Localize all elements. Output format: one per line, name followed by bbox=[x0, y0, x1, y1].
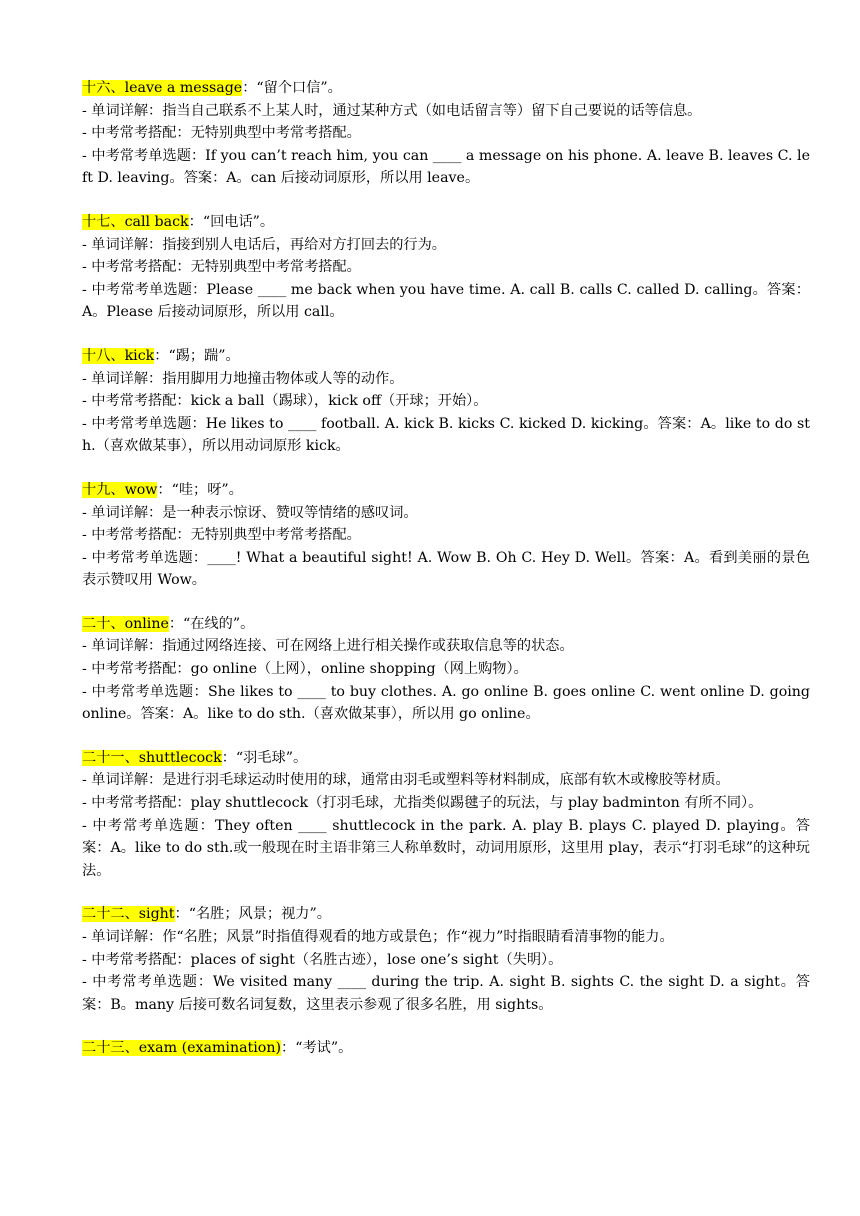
collocation-line: - 中考常考搭配：无特别典型中考常考搭配。 bbox=[82, 259, 361, 276]
entry-shuttlecock bbox=[82, 747, 810, 883]
question-line: - 中考常考单选题：Please ____ me back when you have time. A. call B. calls C. called D. calling。答案：A。Please 后接动词原形，所以用 call。 bbox=[82, 281, 810, 321]
entry-wow bbox=[82, 479, 810, 592]
detail-line: - 单词详解：指当自己联系不上某人时，通过某种方式（如电话留言等）留下自己要说的话等信息。 bbox=[82, 102, 702, 119]
entry-heading: 十九、wow bbox=[82, 481, 158, 498]
question-line: - 中考常考单选题：We visited many ____ during the trip. A. sight B. sights C. the sight D. a sight。答案：B。many 后接可数名词复数，这里表示参观了很多名胜，用 sights。 bbox=[82, 974, 810, 1013]
document-body bbox=[82, 77, 810, 1081]
entry-heading: 二十三、exam (examination) bbox=[82, 1040, 281, 1057]
detail-line: - 单词详解：指用脚用力地撞击物体或人等的动作。 bbox=[82, 370, 404, 387]
detail-line: - 单词详解：指接到别人电话后，再给对方打回去的行为。 bbox=[82, 236, 446, 253]
entry-kick bbox=[82, 345, 810, 458]
collocation-line: - 中考常考搭配：kick a ball（踢球），kick off（开球；开始）。 bbox=[82, 393, 488, 410]
entry-heading: 二十、online bbox=[82, 615, 169, 632]
entry-heading: 二十一、shuttlecock bbox=[82, 749, 222, 766]
entry-heading: 十八、kick bbox=[82, 347, 155, 364]
collocation-line: - 中考常考搭配：play shuttlecock（打羽毛球，尤指类似踢毽子的玩法，与 play badminton 有所不同）。 bbox=[82, 795, 763, 812]
entry-meaning: ：“羽毛球”。 bbox=[221, 749, 308, 766]
collocation-line: - 中考常考搭配：无特别典型中考常考搭配。 bbox=[82, 527, 361, 544]
entry-meaning: ：“在线的”。 bbox=[168, 615, 255, 632]
detail-line: - 单词详解：是进行羽毛球运动时使用的球，通常由羽毛或塑料等材料制成，底部有软木或橡胶等材质。 bbox=[82, 772, 730, 789]
collocation-line: - 中考常考搭配：无特别典型中考常考搭配。 bbox=[82, 125, 361, 142]
detail-line: - 单词详解：作“名胜；风景”时指值得观看的地方或景色；作“视力”时指眼睛看清事物的能力。 bbox=[82, 929, 674, 945]
entry-meaning: ：“哇；呀”。 bbox=[157, 481, 243, 498]
entry-meaning: ：“留个口信”。 bbox=[242, 80, 342, 96]
question-line: - 中考常考单选题：If you can’t reach him, you can ____ a message on his phone. A. leave B. leaves C. left D. leaving。答案：A。can 后接动词原形，所以用 leave。 bbox=[82, 147, 810, 187]
entry-leave-a-message bbox=[82, 77, 810, 190]
entry-exam bbox=[82, 1037, 810, 1060]
question-line: - 中考常考单选题：She likes to ____ to buy clothes. A. go online B. goes online C. went online D. going online。答案：A。like to do sth.（喜欢做某事），所以用 go online。 bbox=[82, 683, 810, 723]
entry-heading: 十七、call back bbox=[82, 213, 189, 230]
entry-sight bbox=[82, 903, 810, 1016]
collocation-line: - 中考常考搭配：go online（上网），online shopping（网上购物）。 bbox=[82, 661, 528, 678]
entry-meaning: ：“名胜；风景；视力”。 bbox=[174, 906, 331, 923]
entry-heading: 十六、leave a message bbox=[82, 80, 243, 96]
entry-meaning: ：“考试”。 bbox=[281, 1040, 353, 1057]
collocation-line: - 中考常考搭配：places of sight（名胜古迹），lose one’s sight（失明）。 bbox=[82, 951, 563, 968]
detail-line: - 单词详解：是一种表示惊讶、赞叹等情绪的感叹词。 bbox=[82, 504, 418, 521]
question-line: - 中考常考单选题：____! What a beautiful sight! A. Wow B. Oh C. Hey D. Well。答案：A。看到美丽的景色表示赞叹用 Wow。 bbox=[82, 549, 810, 589]
entry-online bbox=[82, 613, 810, 726]
detail-line: - 单词详解：指通过网络连接、可在网络上进行相关操作或获取信息等的状态。 bbox=[82, 638, 574, 655]
entry-meaning: ：“踢；踹”。 bbox=[154, 347, 240, 364]
question-line: - 中考常考单选题：He likes to ____ football. A. kick B. kicks C. kicked D. kicking。答案：A。like to do sth.（喜欢做某事），所以用动词原形 kick。 bbox=[82, 415, 810, 455]
question-line: - 中考常考单选题：They often ____ shuttlecock in the park. A. play B. plays C. played D. playing。答案：A。like to do sth.或一般现在时主语非第三人称单数时，动词用原形，这里用 play，表示“打羽毛球”的这种玩法。 bbox=[82, 817, 810, 879]
entry-call-back bbox=[82, 211, 810, 324]
entry-meaning: ：“回电话”。 bbox=[188, 213, 275, 230]
entry-heading: 二十二、sight bbox=[82, 906, 175, 923]
